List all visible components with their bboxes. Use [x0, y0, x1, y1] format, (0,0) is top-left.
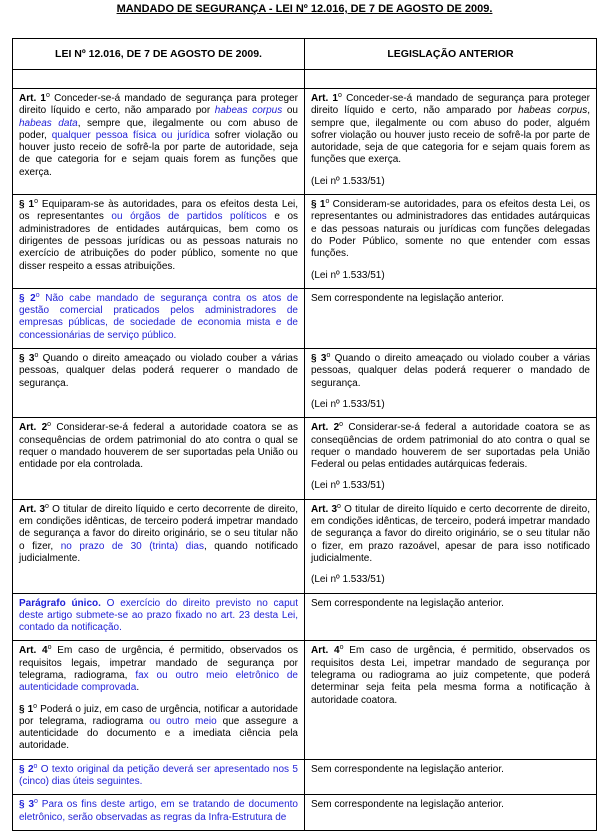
- header-new-law: LEI Nº 12.016, DE 7 DE AGOSTO DE 2009.: [13, 39, 305, 70]
- new-law-cell: Art. 2$^o$ Considerar-se-á federal a autoridade coatora se as consequências de ordem patrimonial do ato contra o qual se requer o mandado houverem de ser suportadas pela União ou entidade por ela controlada.: [13, 418, 305, 499]
- new-law-cell: § 2$^o$ Não cabe mandado de segurança contra os atos de gestão comercial praticados pelos administradores de empresas públicas, de sociedade de economia mista e de concessionárias de serviço público.: [13, 288, 305, 348]
- previous-law-cell: Sem correspondente na legislação anterior.: [305, 593, 597, 641]
- previous-law-cell: § 1$^o$ Consideram-se autoridades, para os efeitos desta Lei, os representantes ou administradores das entidades autárquicas e das pessoas naturais ou jurídicas com funções delegadas do Poder Público, somente no que entender com essas funções. (Lei nº 1.533/51): [305, 195, 597, 289]
- previous-law-cell: § 3$^o$ Quando o direito ameaçado ou violado couber a várias pessoas, qualquer delas poderá requerer o mandado de segurança. (Lei nº 1.533/51): [305, 349, 597, 418]
- new-law-cell: § 1$^o$ Equiparam-se às autoridades, para os efeitos desta Lei, os representantes ou órgãos de partidos políticos e os administradores de entidades autárquicas, bem como os dirigentes de pessoas jurídicas ou as pessoas naturais no exercício de atribuições do poder público, somente no que disser respeito a essas atribuições.: [13, 195, 305, 289]
- law-reference: (Lei nº 1.533/51): [311, 269, 385, 281]
- new-law-cell: § 3$^o$ Para os fins deste artigo, em se tratando de documento eletrônico, serão observadas as regras da Infra-Estrutura de: [13, 795, 305, 831]
- header-previous-law: LEGISLAÇÃO ANTERIOR: [305, 39, 597, 70]
- previous-law-cell: Art. 3$^o$ O titular de direito líquido e certo decorrente de direito, em condições idênticas, de terceiro, poderá impetrar mandado de segurança a favor do direito originário, se o seu titular não o fizer, em prazo razoável, apesar de para isso notificado judicialmente. (Lei nº 1.533/51): [305, 499, 597, 593]
- new-law-cell: § 3$^o$ Quando o direito ameaçado ou violado couber a várias pessoas, qualquer delas poderá requerer o mandado de segurança.: [13, 349, 305, 418]
- law-reference: (Lei nº 1.533/51): [311, 175, 385, 187]
- new-law-cell: Art. 1$^o$ Conceder-se-á mandado de segurança para proteger direito líquido e certo, não amparado por habeas corpus ou habeas data, sempre que, ilegalmente ou com abuso de poder, qualquer pessoa física ou jurídica sofrer violação ou houver justo receio de sofrê-la por parte de autoridade, seja de que categoria for e sejam quais forem as funções que exerça.: [13, 89, 305, 195]
- table-row: [13, 641, 597, 759]
- new-law-cell: § 2$^o$ O texto original da petição deverá ser apresentado nos 5 (cinco) dias úteis seguintes.: [13, 759, 305, 795]
- previous-law-cell: Art. 2$^o$ Considerar-se-á federal a autoridade coatora se as conseqüências de ordem patrimonial do ato contra o qual se requer o mandado houverem de ser suportadas pela União Federal ou pelas entidades autárquicas federais. (Lei nº 1.533/51): [305, 418, 597, 499]
- new-law-cell: Art. 4$^o$ Em caso de urgência, é permitido, observados os requisitos legais, impetrar mandado de segurança por telegrama, radiograma, fax ou outro meio eletrônico de autenticidade comprovada. § 1$^o$ Poderá o juiz, em caso de urgência, notificar a autoridade por telegrama, radiograma ou outro meio que assegure a autenticidade do documento e a imediata ciência pela autoridade.: [13, 641, 305, 759]
- table-row: [13, 288, 597, 348]
- table-row: [13, 418, 597, 499]
- table-header-row: [13, 39, 597, 70]
- document-title: MANDADO DE SEGURANÇA - LEI Nº 12.016, DE 7 DE AGOSTO DE 2009.: [116, 3, 493, 15]
- table-row: [13, 759, 597, 795]
- table-row: [13, 795, 597, 831]
- new-law-cell: Art. 3$^o$ O titular de direito líquido e certo decorrente de direito, em condições idênticas, de terceiro poderá impetrar mandado de segurança a favor do direito originário, se o seu titular não o fizer, no prazo de 30 (trinta) dias, quando notificado judicialmente.: [13, 499, 305, 593]
- previous-law-cell: Art. 4$^o$ Em caso de urgência, é permitido, observados os requisitos desta Lei, impetrar mandado de segurança por telegrama ou radiograma ao juiz competente, que poderá determinar seja feita pela mesma forma a notificação à autoridade coatora.: [305, 641, 597, 759]
- new-law-cell: Parágrafo único. O exercício do direito previsto no caput deste artigo submete-se ao prazo fixado no art. 23 desta Lei, contado da notificação.: [13, 593, 305, 641]
- law-reference: (Lei nº 1.533/51): [311, 398, 385, 410]
- table-row: [13, 499, 597, 593]
- law-reference: (Lei nº 1.533/51): [311, 480, 385, 492]
- previous-law-cell: Sem correspondente na legislação anterior.: [305, 759, 597, 795]
- law-reference: (Lei nº 1.533/51): [311, 574, 385, 586]
- previous-law-cell: Sem correspondente na legislação anterior.: [305, 795, 597, 831]
- table-row: [13, 89, 597, 195]
- comparison-table: [12, 38, 597, 831]
- table-row: [13, 593, 597, 641]
- previous-law-cell: Art. 1$^o$ Conceder-se-á mandado de segurança para proteger direito líquido e certo, não amparado por habeas corpus, sempre que, ilegalmente ou com abuso do poder, alguém sofrer violação ou houver justo receio de sofrê-la por parte de autoridade, seja de que categoria for e sejam quais forem as funções que exerça. (Lei nº 1.533/51): [305, 89, 597, 195]
- table-row: [13, 195, 597, 289]
- previous-law-cell: Sem correspondente na legislação anterior.: [305, 288, 597, 348]
- table-row: [13, 349, 597, 418]
